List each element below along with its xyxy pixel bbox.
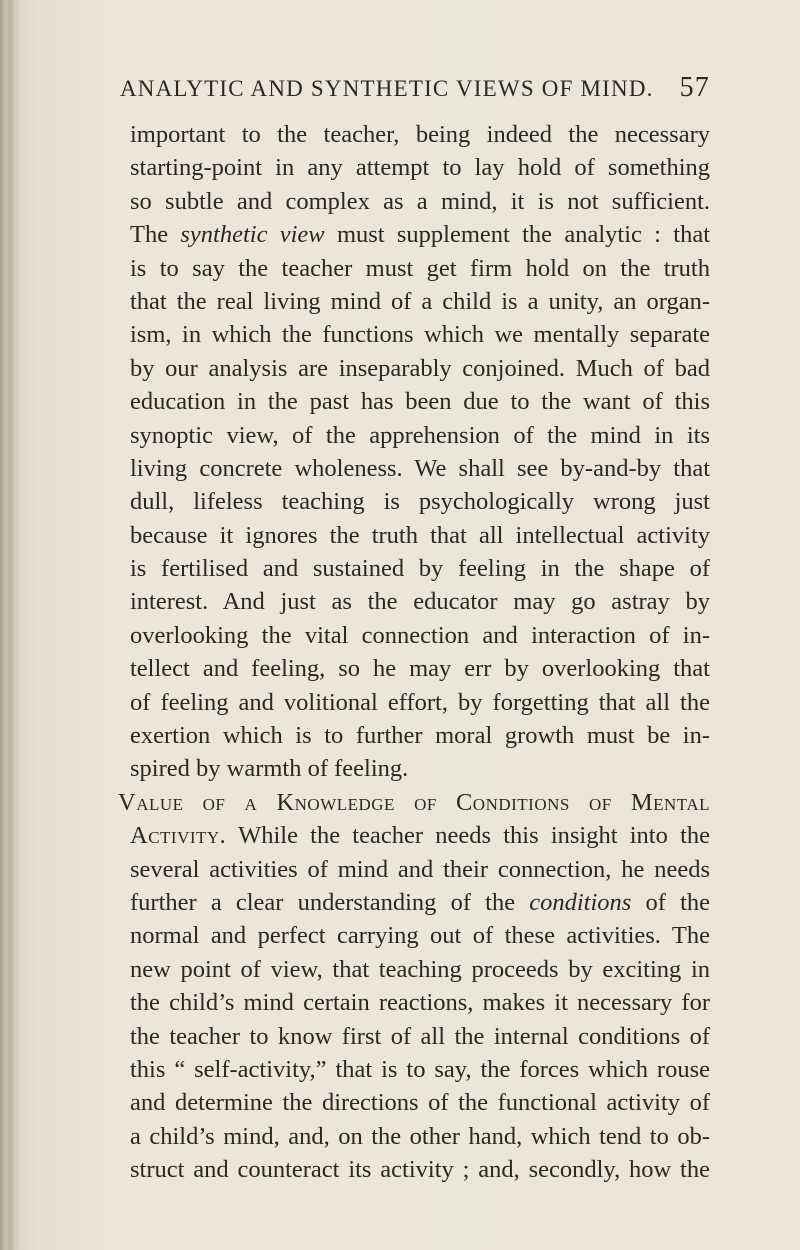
section-heading-continued: Activity. bbox=[130, 822, 227, 850]
page-gutter-shadow bbox=[0, 0, 22, 1250]
text-line: spired by warmth of feeling. bbox=[130, 755, 409, 783]
text-line: a child’s mind, and, on the other hand, which tend to ob- bbox=[130, 1122, 710, 1150]
text-line: that the real living mind of a child is a unity, an organ- bbox=[130, 287, 710, 315]
text-line: is to say the teacher must get firm hold on the truth bbox=[130, 254, 710, 282]
page-number: 57 bbox=[679, 72, 710, 103]
text-segment: The bbox=[130, 221, 181, 249]
text-line bbox=[130, 886, 710, 919]
running-title: ANALYTIC AND SYNTHETIC VIEWS OF MIND. bbox=[120, 76, 654, 101]
text-line: synoptic view, of the apprehension of the mind in its bbox=[130, 421, 710, 449]
text-line: the teacher to know first of all the internal conditions of bbox=[130, 1022, 710, 1050]
text-line: living concrete wholeness. We shall see by-and-by that bbox=[130, 454, 710, 482]
text-segment: further a clear understanding of the bbox=[130, 888, 530, 916]
text-line: several activities of mind and their connection, he needs bbox=[130, 855, 710, 883]
text-line bbox=[130, 218, 710, 251]
text-line: important to the teacher, being indeed the necessary bbox=[130, 121, 710, 148]
text-line: exertion which is to further moral growth must be in- bbox=[130, 722, 710, 750]
text-line: education in the past has been due to the want of this bbox=[130, 388, 710, 416]
text-line: interest. And just as the educator may go astray by bbox=[130, 588, 710, 616]
text-line: is fertilised and sustained by feeling in the shape of bbox=[130, 555, 710, 583]
emphasis-synthetic-view: synthetic view bbox=[180, 221, 325, 249]
text-line: struct and counteract its activity ; and, secondly, how the bbox=[130, 1156, 710, 1184]
body-text bbox=[118, 118, 711, 1187]
text-line: ism, in which the functions which we mentally separate bbox=[130, 321, 710, 349]
text-line: so subtle and complex as a mind, it is not sufficient. bbox=[130, 187, 710, 215]
text-line: and determine the directions of the functional activity of bbox=[130, 1089, 710, 1117]
text-segment: must supplement the analytic : that bbox=[324, 221, 711, 249]
text-line: starting-point in any attempt to lay hold of something bbox=[130, 154, 710, 182]
text-line: of feeling and volitional effort, by forgetting that all the bbox=[130, 688, 710, 716]
text-line: because it ignores the truth that all intellectual activity bbox=[130, 521, 710, 549]
text-line: this “ self-activity,” that is to say, the forces which rouse bbox=[130, 1055, 710, 1083]
text-line: the child’s mind certain reactions, makes it necessary for bbox=[130, 989, 710, 1017]
text-line: dull, lifeless teaching is psychologically wrong just bbox=[130, 488, 710, 516]
text-line: by our analysis are inseparably conjoined. Much of bad bbox=[130, 354, 710, 382]
text-segment: While the teacher needs this insight into the bbox=[226, 822, 710, 850]
text-line: overlooking the vital connection and interaction of in- bbox=[130, 621, 710, 649]
text-segment: of the bbox=[631, 888, 711, 916]
emphasis-conditions: conditions bbox=[529, 888, 632, 916]
running-head bbox=[120, 72, 710, 112]
text-line: tellect and feeling, so he may err by overlooking that bbox=[130, 655, 710, 683]
section-heading: Value of a Knowledge of Conditions of Mental bbox=[118, 788, 710, 816]
text-line bbox=[130, 819, 710, 852]
text-line: new point of view, that teaching proceeds by exciting in bbox=[130, 955, 710, 983]
text-line: normal and perfect carrying out of these activities. The bbox=[130, 922, 710, 950]
